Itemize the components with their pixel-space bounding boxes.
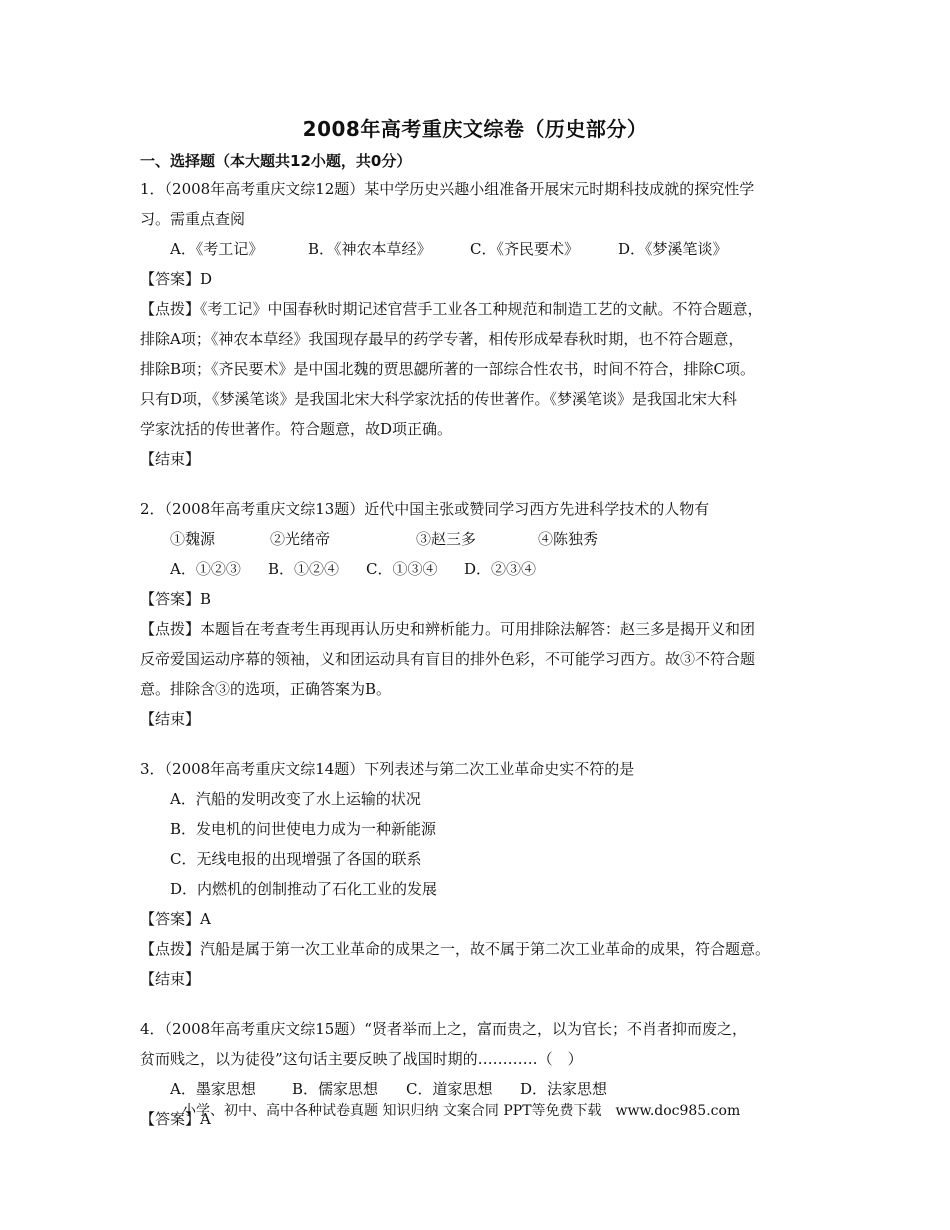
item-2: ②光绪帝: [270, 530, 331, 548]
explanation-line: 【点拨】汽船是属于第一次工业革命的成果之一，故不属于第二次工业革命的成果，符合题意。: [140, 940, 771, 958]
end-marker: 【结束】: [140, 710, 201, 728]
option-d: D．《梦溪笔谈》: [618, 240, 728, 258]
answer-line: 【答案】A: [140, 1110, 211, 1128]
answer-line: 【答案】A: [140, 910, 211, 928]
question-stem: 4．（2008年高考重庆文综15题）“贤者举而上之，富而贵之，以为官长；不肖者抑而废之，: [140, 1020, 747, 1038]
item-3: ③赵三多: [416, 530, 477, 548]
explanation-line: 学家沈括的传世著作。符合题意，故D项正确。: [140, 420, 453, 438]
option-b: B．儒家思想: [292, 1080, 379, 1098]
item-1: ①魏源: [170, 530, 216, 548]
option-d: D．内燃机的创制推动了石化工业的发展: [170, 880, 438, 898]
item-row: [140, 524, 830, 554]
option-c: C．《齐民要术》: [470, 240, 579, 258]
option-c: C．道家思想: [406, 1080, 493, 1098]
option-a: A．汽船的发明改变了水上运输的状况: [170, 790, 421, 808]
option-d: D．法家思想: [520, 1080, 608, 1098]
option-c: C．无线电报的出现增强了各国的联系: [170, 850, 422, 868]
question-stem: 3．（2008年高考重庆文综14题）下列表述与第二次工业革命史实不符的是: [140, 760, 635, 778]
option-b: B．发电机的问世使电力成为一种新能源: [170, 820, 437, 838]
explanation-line: 反帝爱国运动序幕的领袖，义和团运动具有盲目的排外色彩，不可能学习西方。故③不符合题: [140, 650, 756, 668]
question-stem: 1．（2008年高考重庆文综12题）某中学历史兴趣小组准备开展宋元时期科技成就的探究性学: [140, 180, 755, 198]
explanation-line: 排除A项；《神农本草经》我国现存最早的药学专著，相传形成晕春秋时期，也不符合题意，: [140, 330, 744, 348]
question-stem: 2．（2008年高考重庆文综13题）近代中国主张或赞同学习西方先进科学技术的人物有: [140, 500, 710, 518]
option-a: A．《考工记》: [170, 240, 264, 258]
question-1: [140, 174, 830, 474]
end-marker: 【结束】: [140, 450, 201, 468]
end-marker: 【结束】: [140, 970, 201, 988]
section-heading: 一、选择题（本大题共12小题，共0分）: [140, 152, 412, 170]
option-a: A．墨家思想: [170, 1080, 256, 1098]
explanation-line: 【点拨】《考工记》中国春秋时期记述官营手工业各工种规范和制造工艺的文献。不符合题意，: [140, 300, 763, 318]
answer-line: 【答案】D: [140, 270, 213, 288]
option-b: B．《神农本草经》: [308, 240, 432, 258]
question-2: [140, 494, 830, 734]
explanation-line: 【点拨】本题旨在考查考生再现再认历史和辨析能力。可用排除法解答：赵三多是揭开义和团: [140, 620, 756, 638]
option-row: [140, 554, 830, 584]
option-b: B．①②④: [268, 560, 340, 578]
explanation-line: 排除B项；《齐民要术》是中国北魏的贾思勰所著的一部综合性农书，时间不符合，排除C项。: [140, 360, 756, 378]
option-d: D．②③④: [464, 560, 537, 578]
footer-download-note: 小学、初中、高中各种试卷真题 知识归纳 文案合同 PPT等免费下载 www.doc985.com: [182, 1103, 741, 1119]
option-a: A．①②③: [170, 560, 241, 578]
item-4: ④陈独秀: [538, 530, 599, 548]
option-c: C．①③④: [366, 560, 438, 578]
question-3: [140, 754, 830, 994]
question-stem: 习。需重点查阅: [140, 210, 246, 228]
answer-line: 【答案】B: [140, 590, 212, 608]
page-title: 2008年高考重庆文综卷（历史部分）: [302, 117, 648, 141]
option-row: [140, 234, 830, 264]
explanation-line: 意。排除含③的选项，正确答案为B。: [140, 680, 392, 698]
explanation-line: 只有D项，《梦溪笔谈》是我国北宋大科学家沈括的传世著作。《梦溪笔谈》是我国北宋大科: [140, 390, 738, 408]
question-stem: 贫而贱之，以为徒役”这句话主要反映了战国时期的…………（ ）: [140, 1050, 583, 1068]
question-list: [140, 174, 830, 1134]
